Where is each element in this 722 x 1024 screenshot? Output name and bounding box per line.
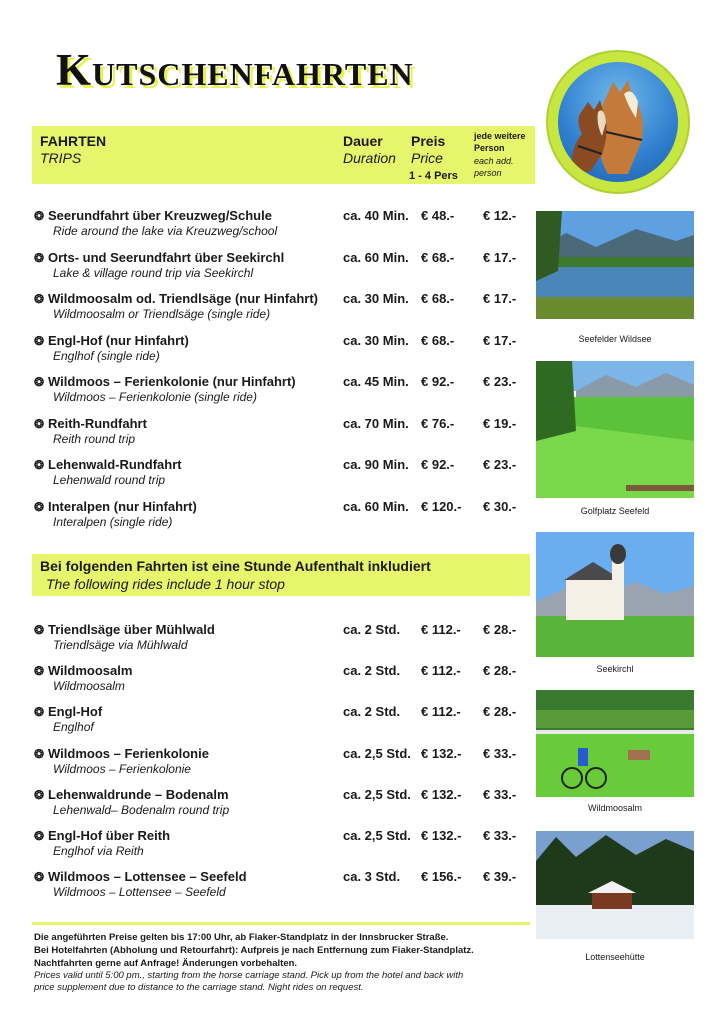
ride-name-text: Wildmoos – Lottensee – Seefeld bbox=[48, 869, 247, 885]
stop-title-en: The following rides include 1 hour stop bbox=[46, 576, 285, 592]
ride-name-text: Wildmoos – Ferienkolonie bbox=[48, 745, 209, 761]
ride-duration: ca. 60 Min. bbox=[343, 249, 409, 265]
ride-name bbox=[34, 374, 296, 389]
photo-seekirchl bbox=[536, 532, 694, 657]
ride-name bbox=[34, 787, 229, 802]
ride-duration: ca. 60 Min. bbox=[343, 498, 409, 514]
ride-duration: ca. 2,5 Std. bbox=[343, 745, 411, 761]
flower-bullet-icon: ❂ bbox=[34, 209, 45, 223]
page-title: Kutschenfahrten bbox=[56, 45, 414, 95]
ride-additional-price: € 17.- bbox=[483, 249, 517, 265]
ride-name-text: Wildmoosalm od. Triendlsäge (nur Hinfahrt) bbox=[48, 291, 319, 306]
ride-price: € 68.- bbox=[421, 249, 455, 265]
ride-duration: ca. 2 Std. bbox=[343, 704, 401, 720]
photo-golfplatz bbox=[536, 361, 694, 498]
ride-duration: ca. 70 Min. bbox=[343, 415, 409, 431]
footer-de-1: Die angeführten Preise gelten bis 17:00 Uhr, ab Fiaker-Standplatz in der Innsbrucker Straße. bbox=[34, 932, 449, 943]
flower-bullet-icon: ❂ bbox=[34, 746, 45, 761]
ride-additional-price: € 33.- bbox=[483, 828, 517, 843]
flower-bullet-icon: ❂ bbox=[34, 333, 45, 348]
ride-name bbox=[34, 457, 182, 472]
ride-name-text: Engl-Hof über Reith bbox=[48, 828, 171, 843]
ride-name-text: Wildmoos – Ferienkolonie (nur Hinfahrt) bbox=[48, 374, 296, 389]
ride-name bbox=[34, 746, 209, 761]
ride-additional-price: € 28.- bbox=[483, 663, 517, 679]
ride-name-text: Engl-Hof bbox=[48, 704, 103, 720]
horse-logo bbox=[548, 52, 688, 192]
header-pers: 1 - 4 Pers bbox=[409, 170, 458, 182]
caption-3: Wildmoosalm bbox=[587, 803, 642, 813]
caption-2: Seekirchl bbox=[596, 664, 634, 674]
ride-name-text: Seerundfahrt über Kreuzweg/Schule bbox=[48, 208, 272, 223]
footer-en-2: price supplement due to distance to the carriage stand. Night rides on request. bbox=[34, 982, 364, 993]
ride-price: € 68.- bbox=[421, 332, 455, 348]
ride-duration: ca. 2 Std. bbox=[343, 622, 401, 637]
flower-bullet-icon: ❂ bbox=[34, 375, 45, 389]
ride-name-text: Orts- und Seerundfahrt über Seekirchl bbox=[48, 249, 285, 265]
ride-subtitle: Ride around the lake via Kreuzweg/school bbox=[53, 224, 278, 238]
ride-subtitle: Lehenwald– Bodenalm round trip bbox=[53, 802, 230, 817]
ride-additional-price: € 28.- bbox=[483, 704, 517, 720]
ride-price: € 112.- bbox=[421, 663, 461, 679]
ride-duration: ca. 40 Min. bbox=[343, 208, 409, 223]
ride-name bbox=[34, 704, 102, 719]
ride-name-text: Interalpen (nur Hinfahrt) bbox=[48, 498, 197, 514]
flower-bullet-icon: ❂ bbox=[34, 623, 45, 637]
ride-subtitle: Wildmoos – Ferienkolonie bbox=[53, 761, 191, 776]
ride-additional-price: € 12.- bbox=[483, 208, 517, 223]
ride-duration: ca. 90 Min. bbox=[343, 457, 409, 472]
caption-4: Lottenseehütte bbox=[585, 952, 645, 962]
flower-bullet-icon: ❂ bbox=[34, 705, 45, 720]
header-weitere-2: Person bbox=[474, 143, 505, 153]
caption-1: Golfplatz Seefeld bbox=[580, 506, 650, 516]
ride-name bbox=[34, 416, 147, 431]
ride-price: € 132.- bbox=[421, 786, 462, 802]
ride-additional-price: € 23.- bbox=[483, 457, 517, 472]
ride-duration: ca. 2,5 Std. bbox=[343, 786, 411, 802]
footer-de-3: Nachtfahrten gerne auf Anfrage! Änderungen vorbehalten. bbox=[34, 958, 298, 969]
ride-subtitle: Wildmoosalm bbox=[53, 679, 125, 694]
footer-line bbox=[32, 922, 530, 925]
ride-duration: ca. 2,5 Std. bbox=[343, 828, 411, 843]
flower-bullet-icon: ❂ bbox=[34, 499, 45, 514]
ride-name-text: Lehenwald-Rundfahrt bbox=[48, 457, 182, 472]
ride-subtitle: Interalpen (single ride) bbox=[53, 514, 173, 529]
header-each-2: person bbox=[474, 168, 502, 178]
ride-name bbox=[34, 208, 272, 223]
header-fahrten: FAHRTEN bbox=[40, 133, 107, 149]
ride-price: € 132.- bbox=[421, 828, 462, 843]
ride-duration: ca. 3 Std. bbox=[343, 869, 401, 885]
ride-additional-price: € 23.- bbox=[483, 374, 517, 389]
ride-name bbox=[34, 828, 170, 843]
flower-bullet-icon: ❂ bbox=[34, 458, 45, 472]
ride-name-text: Triendlsäge über Mühlwald bbox=[48, 622, 215, 637]
ride-price: € 68.- bbox=[421, 291, 455, 306]
ride-name bbox=[34, 333, 189, 348]
ride-subtitle: Wildmoos – Ferienkolonie (single ride) bbox=[53, 390, 257, 404]
header-dauer: Dauer bbox=[343, 133, 383, 149]
ride-subtitle: Englhof via Reith bbox=[53, 844, 144, 858]
ride-name bbox=[34, 499, 197, 514]
ride-name bbox=[34, 291, 318, 306]
ride-additional-price: € 19.- bbox=[483, 415, 517, 431]
ride-name-text: Lehenwaldrunde – Bodenalm bbox=[48, 786, 229, 802]
ride-subtitle: Lake & village round trip via Seekirchl bbox=[53, 265, 254, 280]
flower-bullet-icon: ❂ bbox=[34, 870, 45, 885]
header-weitere-1: jede weitere bbox=[474, 131, 526, 141]
ride-price: € 92.- bbox=[421, 457, 455, 472]
ride-price: € 92.- bbox=[421, 374, 455, 389]
ride-price: € 112.- bbox=[421, 622, 461, 637]
ride-additional-price: € 17.- bbox=[483, 332, 517, 348]
caption-0: Seefelder Wildsee bbox=[578, 334, 652, 344]
flower-bullet-icon: ❂ bbox=[34, 787, 45, 802]
photo-wildmoosalm bbox=[536, 690, 694, 797]
ride-additional-price: € 17.- bbox=[483, 291, 517, 306]
stop-title-de: Bei folgenden Fahrten ist eine Stunde Aufenthalt inkludiert bbox=[40, 558, 431, 574]
header-duration: Duration bbox=[343, 150, 396, 166]
ride-duration: ca. 45 Min. bbox=[343, 374, 409, 389]
header-preis: Preis bbox=[411, 133, 446, 149]
ride-price: € 48.- bbox=[421, 208, 455, 223]
ride-price: € 76.- bbox=[421, 415, 455, 431]
ride-price: € 156.- bbox=[421, 869, 462, 885]
header-trips: TRIPS bbox=[40, 150, 82, 166]
flower-bullet-icon: ❂ bbox=[34, 416, 45, 431]
ride-subtitle: Englhof (single ride) bbox=[53, 348, 160, 363]
ride-name-text: Wildmoosalm bbox=[48, 663, 133, 679]
ride-price: € 132.- bbox=[421, 745, 462, 761]
footer-de-2: Bei Hotelfahrten (Abholung und Retourfahrt): Aufpreis je nach Entfernung zum Fiaker-Standplatz. bbox=[34, 945, 474, 956]
ride-price: € 112.- bbox=[421, 704, 461, 720]
ride-name-text: Engl-Hof (nur Hinfahrt) bbox=[48, 332, 189, 348]
photo-seefelder-wildsee bbox=[536, 211, 694, 319]
photo-lottenseehuette bbox=[536, 831, 694, 939]
ride-name bbox=[34, 663, 132, 678]
ride-additional-price: € 30.- bbox=[483, 498, 517, 514]
ride-additional-price: € 39.- bbox=[483, 869, 517, 885]
ride-additional-price: € 33.- bbox=[483, 786, 517, 802]
ride-additional-price: € 28.- bbox=[483, 622, 517, 637]
flower-bullet-icon: ❂ bbox=[34, 664, 45, 679]
header-bar bbox=[32, 126, 535, 184]
ride-name bbox=[34, 622, 215, 637]
flower-bullet-icon: ❂ bbox=[34, 250, 45, 265]
header-price: Price bbox=[411, 150, 443, 166]
ride-subtitle: Wildmoosalm or Triendlsäge (single ride) bbox=[53, 307, 271, 321]
header-each-1: each add. bbox=[474, 156, 514, 166]
ride-subtitle: Lehenwald round trip bbox=[53, 473, 166, 487]
ride-name bbox=[34, 250, 284, 265]
ride-name-text: Reith-Rundfahrt bbox=[48, 415, 147, 431]
ride-duration: ca. 30 Min. bbox=[343, 332, 409, 348]
flower-bullet-icon: ❂ bbox=[34, 292, 45, 306]
ride-subtitle: Triendlsäge via Mühlwald bbox=[53, 638, 188, 652]
ride-price: € 120.- bbox=[421, 498, 462, 514]
footer-en-1: Prices valid until 5:00 pm., starting from the horse carriage stand. Pick up from the hotel and back with bbox=[34, 970, 464, 981]
horse-icon bbox=[558, 62, 678, 182]
ride-name bbox=[34, 869, 247, 884]
ride-duration: ca. 2 Std. bbox=[343, 663, 401, 679]
ride-subtitle: Englhof bbox=[53, 720, 94, 735]
ride-subtitle: Wildmoos – Lottensee – Seefeld bbox=[53, 885, 226, 900]
ride-duration: ca. 30 Min. bbox=[343, 291, 409, 306]
ride-subtitle: Reith round trip bbox=[53, 431, 136, 446]
ride-additional-price: € 33.- bbox=[483, 745, 517, 761]
flower-bullet-icon: ❂ bbox=[34, 829, 45, 843]
